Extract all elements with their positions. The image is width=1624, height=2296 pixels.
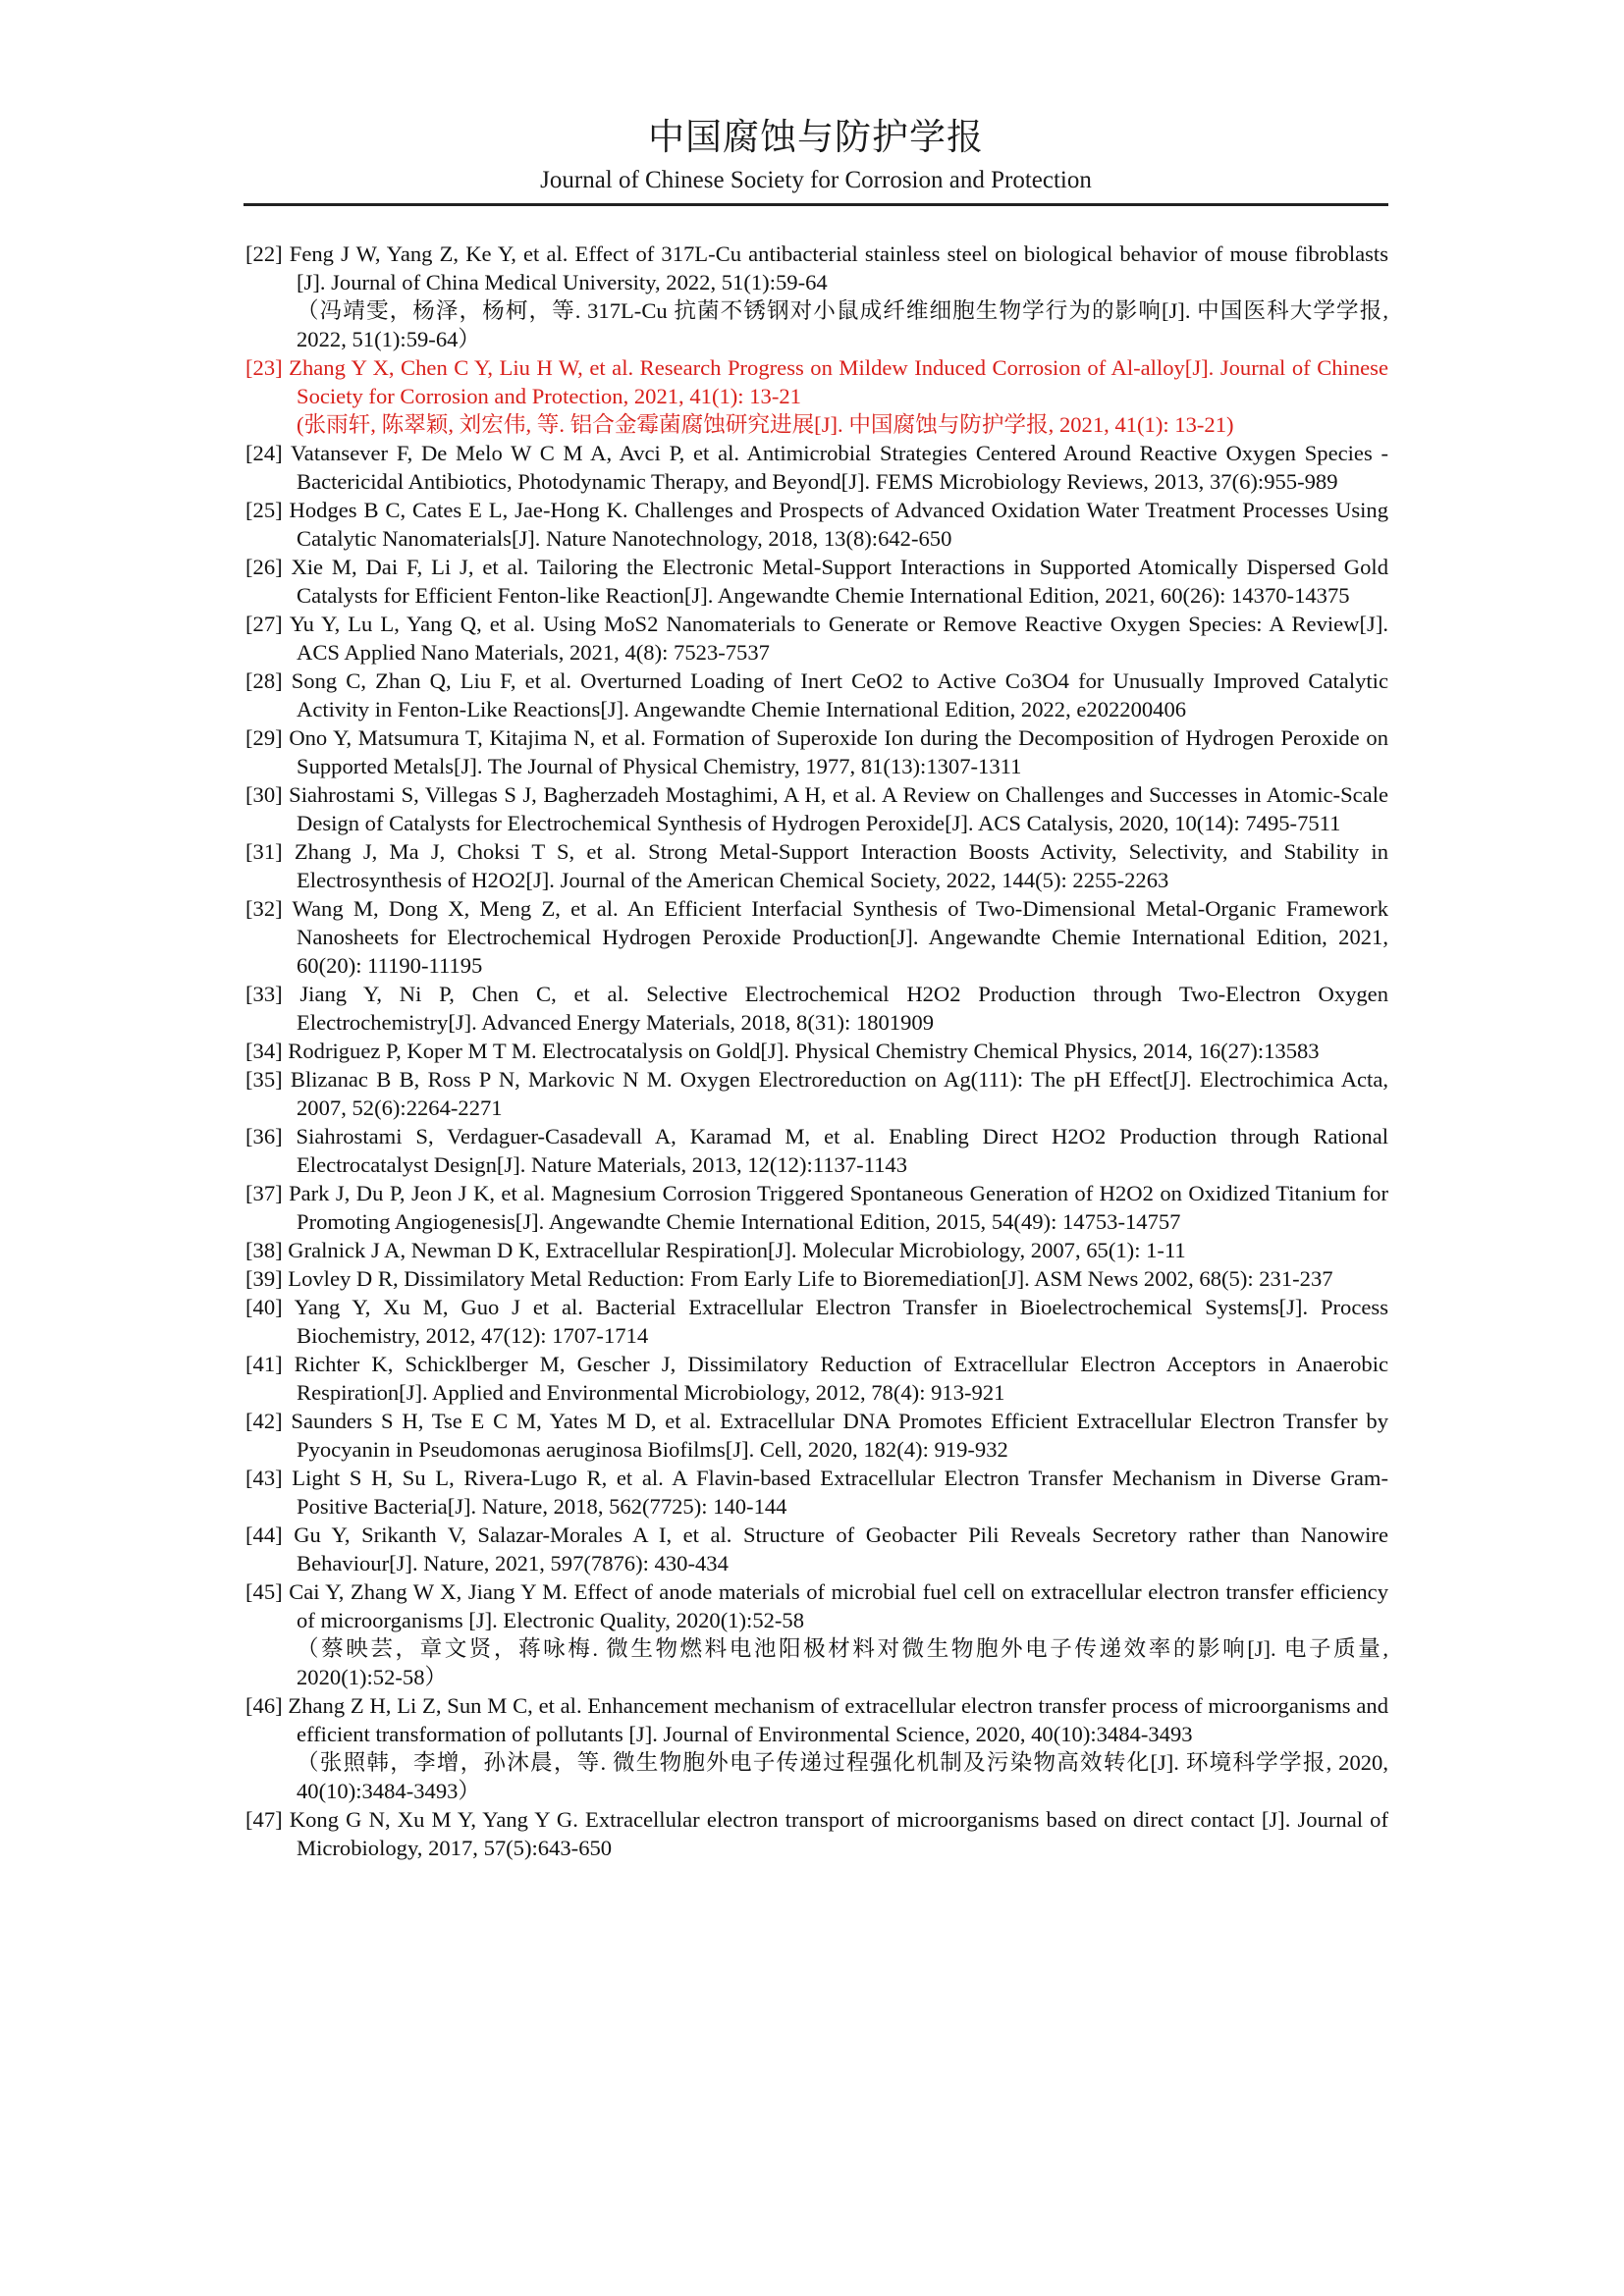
reference-entry [245,1293,1388,1350]
reference-entry [245,723,1388,780]
reference-entry [245,1065,1388,1122]
reference-entry [245,894,1388,980]
reference-list [245,240,1388,1862]
reference-text: [36] Siahrostami S, Verdaguer-Casadevall A, Karamad M, et al. Enabling Direct H2O2 Production through Rational Electrocatalyst Design[J]. Nature Materials, 2013, 12(12):1137-1143 [245,1124,1388,1177]
reference-entry [245,610,1388,667]
reference-text: [27] Yu Y, Lu L, Yang Q, et al. Using MoS2 Nanomaterials to Generate or Remove Reactive Oxygen Species: A Review[J]. ACS Applied Nano Materials, 2021, 4(8): 7523-7537 [245,612,1388,665]
reference-entry [245,1122,1388,1179]
reference-text: [28] Song C, Zhan Q, Liu F, et al. Overturned Loading of Inert CeO2 to Active Co3O4 for Unusually Improved Catalytic Activity in Fenton-Like Reactions[J]. Angewandte Chemie International Edition, 2022, e202200406 [245,668,1388,721]
header-divider [244,203,1388,206]
reference-text: [37] Park J, Du P, Jeon J K, et al. Magnesium Corrosion Triggered Spontaneous Generation of H2O2 on Oxidized Titanium for Promoting Angiogenesis[J]. Angewandte Chemie International Edition, 2015, 54(49): 14753-14757 [245,1181,1388,1234]
reference-text: [42] Saunders S H, Tse E C M, Yates M D, et al. Extracellular DNA Promotes Efficient Extracellular Electron Transfer by Pyocyanin in Pseudomonas aeruginosa Biofilms[J]. Cell, 2020, 182(4): 919-932 [245,1409,1388,1462]
reference-entry [245,496,1388,553]
reference-entry [245,553,1388,610]
reference-text: [46] Zhang Z H, Li Z, Sun M C, et al. Enhancement mechanism of extracellular electron transfer process of microorganisms and efficient transformation of pollutants [J]. Journal of Environmental Science, 2020, 40(10):3484-3493 [245,1693,1388,1746]
reference-entry [245,1577,1388,1691]
reference-entry [245,1264,1388,1293]
reference-text: [38] Gralnick J A, Newman D K, Extracellular Respiration[J]. Molecular Microbiology, 2007, 65(1): 1-11 [245,1238,1186,1262]
reference-text: [23] Zhang Y X, Chen C Y, Liu H W, et al. Research Progress on Mildew Induced Corrosion of Al-alloy[J]. Journal of Chinese Society for Corrosion and Protection, 2021, 41(1): 13-21 [245,355,1388,408]
reference-entry [245,353,1388,439]
reference-text: [40] Yang Y, Xu M, Guo J et al. Bacterial Extracellular Electron Transfer in Bioelectrochemical Systems[J]. Process Biochemistry, 2012, 47(12): 1707-1714 [245,1295,1388,1348]
reference-entry [245,1691,1388,1805]
reference-text: [26] Xie M, Dai F, Li J, et al. Tailoring the Electronic Metal-Support Interactions in Supported Atomically Dispersed Gold Catalysts for Efficient Fenton-like Reaction[J]. Angewandte Chemie International Edition, 2021, 60(26): 14370-14375 [245,555,1388,608]
reference-entry [245,780,1388,837]
reference-entry [245,1037,1388,1065]
reference-text: [34] Rodriguez P, Koper M T M. Electrocatalysis on Gold[J]. Physical Chemistry Chemical Physics, 2014, 16(27):13583 [245,1039,1320,1063]
journal-title-english: Journal of Chinese Society for Corrosion and Protection [540,167,1092,193]
journal-header [244,116,1388,196]
reference-text: [24] Vatansever F, De Melo W C M A, Avci P, et al. Antimicrobial Strategies Centered Around Reactive Oxygen Species - Bactericidal Antibiotics, Photodynamic Therapy, and Beyond[J]. FEMS Microbiology Reviews, 2013, 37(6):955-989 [245,441,1388,494]
reference-text: [45] Cai Y, Zhang W X, Jiang Y M. Effect of anode materials of microbial fuel cell on extracellular electron transfer efficiency of microorganisms [J]. Electronic Quality, 2020(1):52-58 [245,1579,1388,1632]
reference-translation: （张照韩，李增，孙沐晨，等. 微生物胞外电子传递过程强化机制及污染物高效转化[J]. 环境科学学报, 2020, 40(10):3484-3493） [297,1750,1388,1803]
reference-entry [245,980,1388,1037]
reference-text: [31] Zhang J, Ma J, Choksi T S, et al. Strong Metal-Support Interaction Boosts Activity, Selectivity, and Stability in Electrosynthesis of H2O2[J]. Journal of the American Chemical Society, 2022, 144(5): 2255-2263 [245,839,1388,892]
reference-text: [41] Richter K, Schicklberger M, Gescher J, Dissimilatory Reduction of Extracellular Electron Acceptors in Anaerobic Respiration[J]. Applied and Environmental Microbiology, 2012, 78(4): 913-921 [245,1352,1388,1405]
reference-text: [30] Siahrostami S, Villegas S J, Bagherzadeh Mostaghimi, A H, et al. A Review on Challenges and Successes in Atomic-Scale Design of Catalysts for Electrochemical Synthesis of Hydrogen Peroxide[J]. ACS Catalysis, 2020, 10(14): 7495-7511 [245,782,1388,835]
reference-text: [43] Light S H, Su L, Rivera-Lugo R, et al. A Flavin-based Extracellular Electron Transfer Mechanism in Diverse Gram-Positive Bacteria[J]. Nature, 2018, 562(7725): 140-144 [245,1466,1388,1519]
reference-entry [245,1236,1388,1264]
reference-text: [44] Gu Y, Srikanth V, Salazar-Morales A I, et al. Structure of Geobacter Pili Reveals Secretory rather than Nanowire Behaviour[J]. Nature, 2021, 597(7876): 430-434 [245,1522,1388,1575]
reference-entry [245,1464,1388,1521]
reference-entry [245,1350,1388,1407]
reference-entry [245,837,1388,894]
reference-entry [245,667,1388,723]
reference-translation: (张雨轩, 陈翠颖, 刘宏伟, 等. 铝合金霉菌腐蚀研究进展[J]. 中国腐蚀与防护学报, 2021, 41(1): 13-21) [297,412,1234,437]
reference-text: [25] Hodges B C, Cates E L, Jae-Hong K. Challenges and Prospects of Advanced Oxidation Water Treatment Processes Using Catalytic Nanomaterials[J]. Nature Nanotechnology, 2018, 13(8):642-650 [245,498,1388,551]
reference-text: [39] Lovley D R, Dissimilatory Metal Reduction: From Early Life to Bioremediation[J]. ASM News 2002, 68(5): 231-237 [245,1266,1333,1291]
journal-title-chinese: 中国腐蚀与防护学报 [648,118,984,158]
reference-text: [32] Wang M, Dong X, Meng Z, et al. An Efficient Interfacial Synthesis of Two-Dimensional Metal-Organic Framework Nanosheets for Electrochemical Hydrogen Peroxide Production[J]. Angewandte Chemie International Edition, 2021, 60(20): 11190-11195 [245,896,1388,978]
reference-text: [47] Kong G N, Xu M Y, Yang Y G. Extracellular electron transport of microorganisms based on direct contact [J]. Journal of Microbiology, 2017, 57(5):643-650 [245,1807,1388,1860]
reference-text: [22] Feng J W, Yang Z, Ke Y, et al. Effect of 317L-Cu antibacterial stainless steel on biological behavior of mouse fibroblasts [J]. Journal of China Medical University, 2022, 51(1):59-64 [245,241,1388,294]
reference-entry [245,1521,1388,1577]
reference-text: [33] Jiang Y, Ni P, Chen C, et al. Selective Electrochemical H2O2 Production through Two-Electron Oxygen Electrochemistry[J]. Advanced Energy Materials, 2018, 8(31): 1801909 [245,982,1388,1035]
reference-entry [245,439,1388,496]
reference-text: [29] Ono Y, Matsumura T, Kitajima N, et al. Formation of Superoxide Ion during the Decomposition of Hydrogen Peroxide on Supported Metals[J]. The Journal of Physical Chemistry, 1977, 81(13):1307-1311 [245,725,1388,778]
reference-entry [245,240,1388,353]
reference-translation: （冯靖雯，杨泽，杨柯，等. 317L-Cu 抗菌不锈钢对小鼠成纤维细胞生物学行为的影响[J]. 中国医科大学学报, 2022, 51(1):59-64） [297,298,1388,351]
reference-entry [245,1179,1388,1236]
reference-entry [245,1407,1388,1464]
reference-translation: （蔡映芸，章文贤，蒋咏梅. 微生物燃料电池阳极材料对微生物胞外电子传递效率的影响[J]. 电子质量, 2020(1):52-58） [297,1636,1388,1689]
reference-text: [35] Blizanac B B, Ross P N, Markovic N M. Oxygen Electroreduction on Ag(111): The pH Effect[J]. Electrochimica Acta, 2007, 52(6):2264-2271 [245,1067,1388,1120]
reference-entry [245,1805,1388,1862]
